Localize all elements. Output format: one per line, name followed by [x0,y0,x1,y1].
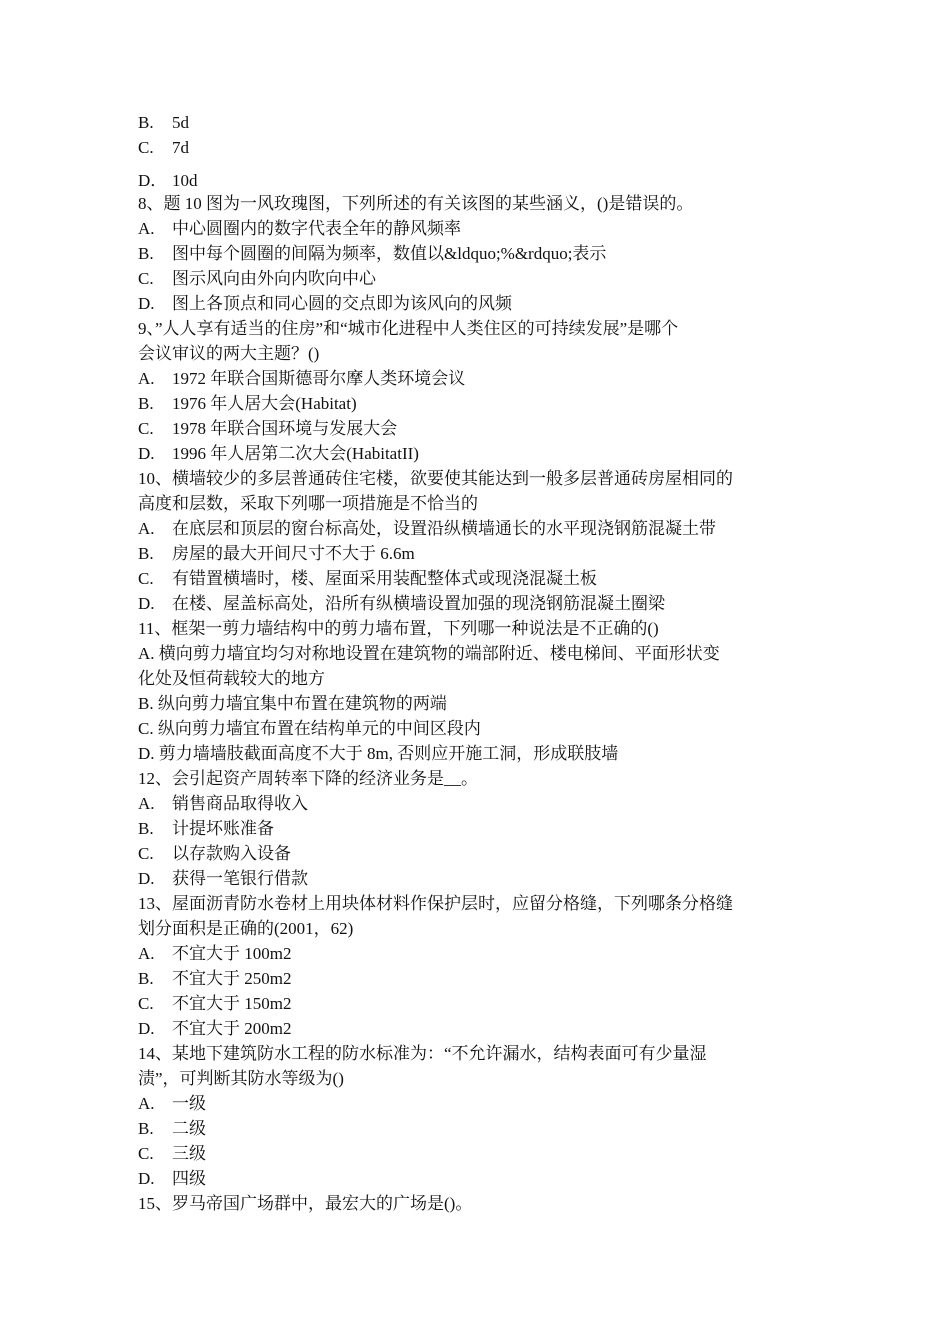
option-text: 一级 [172,1094,206,1113]
option-label: C. [138,138,154,157]
option-label: A. [138,1094,155,1113]
option-label: A. [138,369,155,388]
option-text: 7d [172,138,189,157]
option-line [138,442,419,466]
line-text: C. 纵向剪力墙宜布置在结构单元的中间区段内 [138,719,481,738]
option-line [138,169,198,193]
option-text: 图上各顶点和同心圆的交点即为该风向的风频 [172,294,512,313]
option-line [138,136,189,160]
option-text: 有错置横墙时，楼、屋面采用装配整体式或现浇混凝土板 [172,569,597,588]
option-text: 不宜大于 150m2 [172,994,292,1013]
option-line [138,592,665,616]
option-text: 1976 年人居大会(Habitat) [172,394,357,413]
option-line [138,1117,206,1141]
option-text: 在楼、屋盖标高处，沿所有纵横墙设置加强的现浇钢筋混凝土圈梁 [172,594,665,613]
option-line [138,292,512,316]
line-text: D. 剪力墙墙肢截面高度不大于 8m, 否则应开施工洞，形成联肢墙 [138,744,619,763]
line-text: 11、框架一剪力墙结构中的剪力墙布置，下列哪一种说法是不正确的() [138,619,659,638]
question-line [138,1042,707,1066]
option-text: 不宜大于 200m2 [172,1019,292,1038]
option-line [138,392,357,416]
option-line [138,992,291,1016]
option-text: 10d [172,171,198,190]
option-label: C. [138,844,154,863]
option-line [138,842,291,866]
text-line [138,917,353,941]
option-line [138,792,308,816]
line-text: 化处及恒荷载较大的地方 [138,669,325,688]
option-label: D. [138,1169,155,1188]
option-line [138,1017,291,1041]
line-text: A. 横向剪力墙宜均匀对称地设置在建筑物的端部附近、楼电梯间、平面形状变 [138,644,720,663]
line-text: 8、题 10 图为一风玫瑰图，下列所述的有关该图的某些涵义，()是错误的。 [138,194,694,213]
option-text: 二级 [172,1119,206,1138]
option-line [138,1142,206,1166]
text-line [138,1067,344,1091]
option-label: D. [138,444,155,463]
option-label: A. [138,219,155,238]
option-line [138,1092,206,1116]
option-text: 中心圆圈内的数字代表全年的静风频率 [172,219,461,238]
option-label: B. [138,113,154,132]
option-line [138,867,308,891]
option-label: C. [138,1144,154,1163]
question-line [138,1192,472,1216]
question-line [138,892,733,916]
option-line [138,567,597,591]
text-line [138,667,325,691]
option-line [138,942,291,966]
option-text: 不宜大于 100m2 [172,944,292,963]
option-line [138,217,461,241]
option-line [138,817,274,841]
option-text: 以存款购入设备 [172,844,291,863]
option-text: 1996 年人居第二次大会(HabitatII) [172,444,419,463]
option-text: 1978 年联合国环境与发展大会 [172,419,398,438]
option-line [138,517,716,541]
option-label: D． [138,171,168,190]
line-text: 渍”，可判断其防水等级为() [138,1069,344,1088]
option-text: 1972 年联合国斯德哥尔摩人类环境会议 [172,369,466,388]
option-line [138,417,397,441]
option-line [138,267,376,291]
option-label: B. [138,819,154,838]
text-line [138,342,319,366]
option-label: B. [138,1119,154,1138]
option-label: B. [138,969,154,988]
option-text: 获得一笔银行借款 [172,869,308,888]
option-label: B. [138,544,154,563]
option-line [138,1167,206,1191]
text-line [138,717,481,741]
option-label: D. [138,594,155,613]
option-label: D. [138,869,155,888]
option-line [138,242,606,266]
text-line [138,642,720,666]
line-text: 13、屋面沥青防水卷材上用块体材料作保护层时，应留分格缝，下列哪条分格缝 [138,894,733,913]
option-label: C. [138,269,154,288]
line-text: 高度和层数，采取下列哪一项措施是不恰当的 [138,494,478,513]
line-text: B. 纵向剪力墙宜集中布置在建筑物的两端 [138,694,447,713]
option-label: B. [138,394,154,413]
option-line [138,967,291,991]
option-text: 图示风向由外向内吹向中心 [172,269,376,288]
question-line [138,317,678,341]
question-line [138,467,733,491]
option-text: 计提坏账准备 [172,819,274,838]
option-label: C. [138,994,154,1013]
option-label: A. [138,944,155,963]
line-text: 会议审议的两大主题？() [138,344,320,363]
option-line [138,111,189,135]
option-label: C. [138,419,154,438]
option-label: D. [138,1019,155,1038]
option-text: 5d [172,113,189,132]
text-line [138,742,618,766]
line-text: 10、横墙较少的多层普通砖住宅楼，欲要使其能达到一般多层普通砖房屋相同的 [138,469,733,488]
text-line [138,492,478,516]
line-text: 12、会引起资产周转率下降的经济业务是__。 [138,769,478,788]
line-text: 9、”人人享有适当的住房”和“城市化进程中人类住区的可持续发展”是哪个 [138,319,679,338]
option-text: 四级 [172,1169,206,1188]
text-line [138,692,447,716]
option-text: 图中每个圆圈的间隔为频率，数值以&ldquo;%&rdquo;表示 [172,244,607,263]
option-label: A. [138,519,155,538]
option-line [138,542,415,566]
option-text: 房屋的最大开间尺寸不大于 6.6m [172,544,415,563]
option-label: C. [138,569,154,588]
option-text: 在底层和顶层的窗台标高处，设置沿纵横墙通长的水平现浇钢筋混凝土带 [172,519,716,538]
line-text: 14、某地下建筑防水工程的防水标准为：“不允许漏水，结构表面可有少量湿 [138,1044,707,1063]
question-line [138,617,659,641]
line-text: 划分面积是正确的(2001，62) [138,919,354,938]
option-label: A. [138,794,155,813]
option-line [138,367,465,391]
option-text: 不宜大于 250m2 [172,969,292,988]
question-line [138,192,693,216]
option-label: D. [138,294,155,313]
line-text: 15、罗马帝国广场群中，最宏大的广场是()。 [138,1194,473,1213]
option-text: 销售商品取得收入 [172,794,308,813]
question-line [138,767,478,791]
option-label: B. [138,244,154,263]
option-text: 三级 [172,1144,206,1163]
